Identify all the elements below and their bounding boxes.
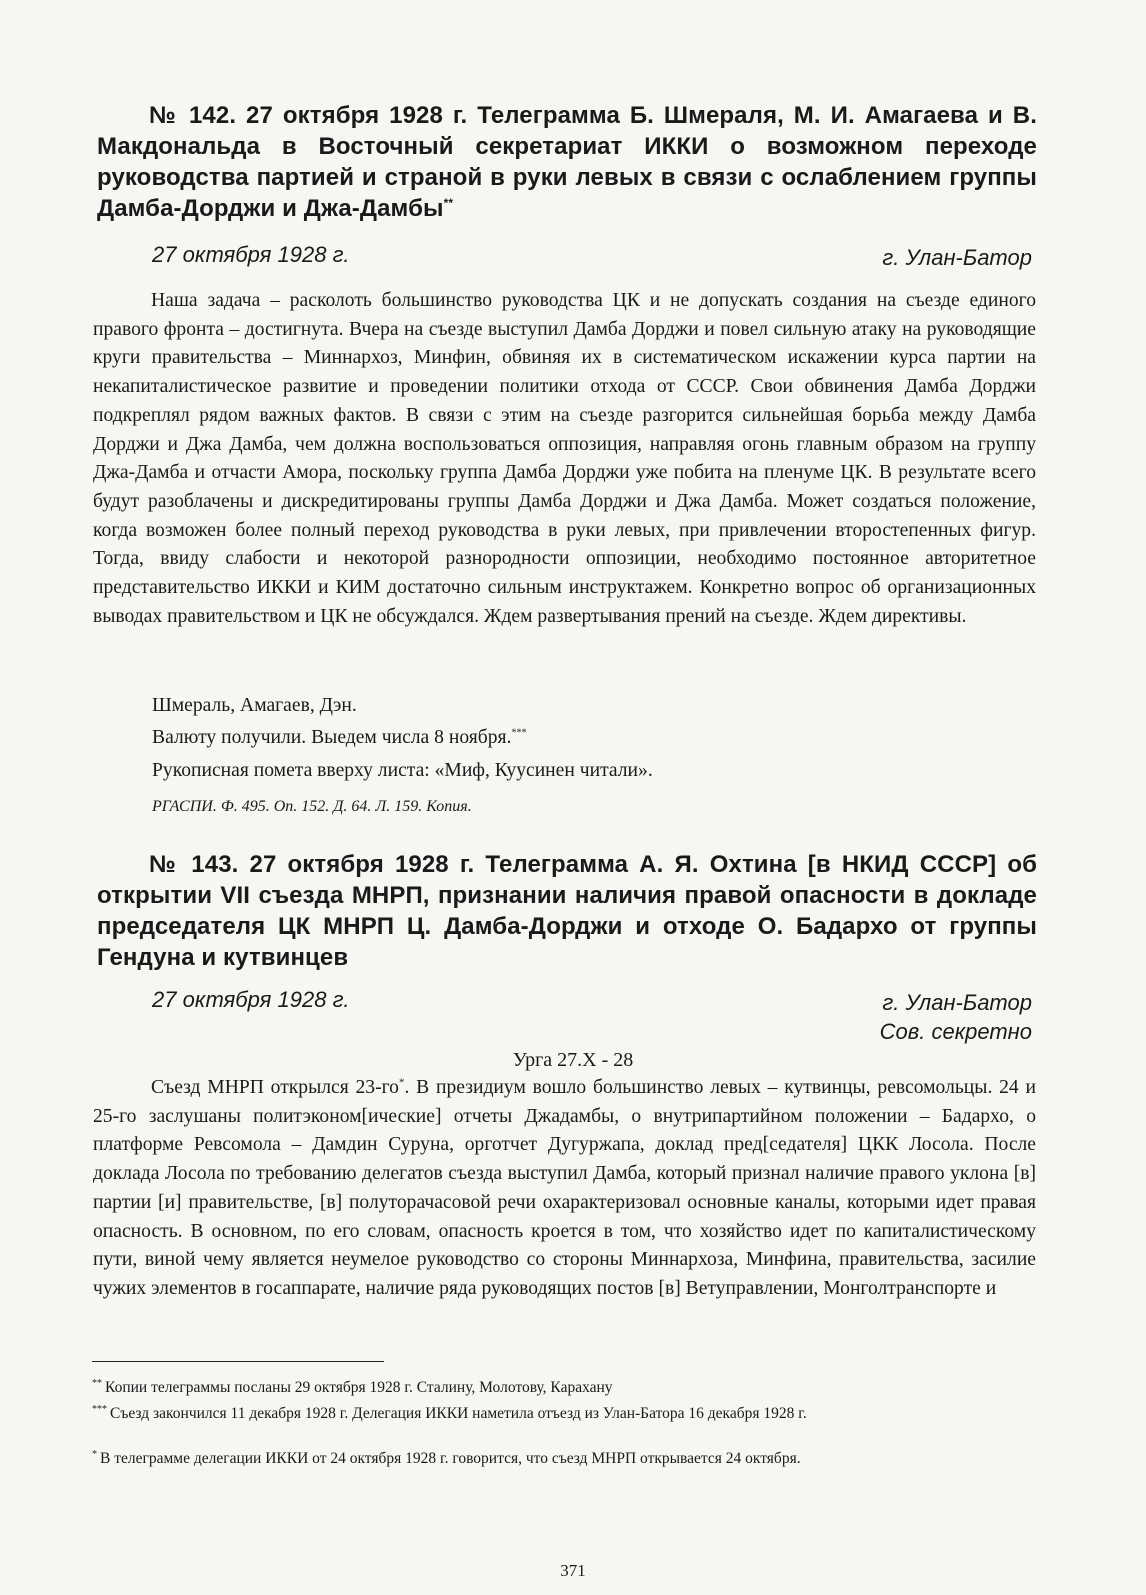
doc143-body — [93, 1074, 1036, 1304]
footnote-divider — [92, 1361, 384, 1362]
doc143-dateline: Урга 27.X - 28 — [512, 1049, 634, 1071]
doc142-archive-ref: РГАСПИ. Ф. 495. Оп. 152. Д. 64. Л. 159. Копия. — [152, 798, 472, 815]
doc143-place: г. Улан-Батор — [882, 990, 1032, 1015]
doc142-signature: Шмераль, Амагаев, Дэн. — [152, 695, 357, 716]
doc143-classification: Сов. секретно — [879, 1019, 1032, 1044]
doc142-place: г. Улан-Батор — [882, 245, 1032, 270]
doc143-title: № 143. 27 октября 1928 г. Телеграмма А. Я. Охтина [в НКИД СССР] об открытии VII съезда МНРП, признании наличия правой опасности в докладе председателя ЦК МНРП Ц. Дамба-Дорджи и отходе О. Бадархо от группы Гендуна и кутвинцев — [97, 851, 1037, 971]
doc142-body-paragraph: Наша задача – расколоть большинство руководства ЦК и не допускать создания на съезде единого правого фронта – достигнута. Вчера на съезде выступил Дамба Дорджи и повел сильную атаку на руководящие круги правительства – Миннархоз, Минфин, обвиняя их в систематическом искажении курса партии на некапиталистическое развитие и проведении политики отхода от СССР. Свои обвинения Дамба Дорджи подкреплял рядом важных фактов. В связи с этим на съезде разгорится сильнейшая борьба между Дамба Дорджи и Джа Дамба, чем должна воспользоваться оппозиция, направляя огонь главным образом на группу Джа-Дамба и отчасти Амора, поскольку группа Дамба Дорджи уже побита на пленуме ЦК. В результате всего будут разоблачены и дискредитированы группы Дамба Дорджи и Джа Дамба. Может создаться положение, когда возможен более полный переход руководства в руки левых, при привлечении второстепенных фигур. Тогда, ввиду слабости и некоторой разнородности оппозиции, необходимо постоянное авторитетное представительство ИККИ и КИМ достаточно сильным инструктажем. Конкретно вопрос об организационных выводах правительством и ЦК не обсуждался. Ждем развертывания прений на съезде. Ждем директивы. — [93, 290, 1036, 627]
doc142-handwritten-note: Рукописная помета вверху листа: «Миф, Куусинен читали». — [152, 760, 653, 781]
footnote: ** Копии телеграммы посланы 29 октября 1928 г. Сталину, Молотову, Карахану — [92, 1377, 613, 1396]
footnote: * В телеграмме делегации ИККИ от 24 октября 1928 г. говорится, что съезд МНРП открывается 24 октября. — [92, 1448, 801, 1467]
doc142-body — [93, 287, 1036, 631]
doc143-date: 27 октября 1928 г. — [152, 987, 350, 1012]
footnote-mark: * — [398, 1076, 405, 1089]
doc142-date: 27 октября 1928 г. — [152, 242, 350, 267]
doc142-postscript: Валюту получили. Выедем числа 8 ноября.*** — [152, 727, 527, 748]
doc143-body-paragraph: Съезд МНРП открылся 23-го*. В президиум вошло большинство левых – кутвинцы, ревсомольцы. 24 и 25-го заслушаны политэконом[ические] отчеты Джадамбы, о внутрипартийном положении – Бадархо, о платформе Ревсомола – Дамдин Суруна, орготчет Дугуржапа, доклад пред[седателя] ЦКК Лосола. После доклада Лосола по требованию делегатов съезда выступил Дамба, который признал наличие правого уклона [в] партии [и] правительстве, [в] полуторачасовой речи охарактеризовал основные каналы, которыми идет правая опасность. В основном, по его словам, опасность кроется в том, что хозяйство идет по капиталистическому пути, виной чему является неумелое руководство со стороны Миннархоза, Минфина, правительства, засилие чужих элементов в госаппарате, наличие ряда руководящих постов [в] Ветуправлении, Монголтранспорте и — [93, 1076, 1036, 1299]
footnote-mark: ** — [443, 196, 454, 210]
footnote: *** Съезд закончился 11 декабря 1928 г. Делегация ИККИ наметила отъезд из Улан-Батора 16 декабря 1928 г. — [92, 1403, 807, 1422]
page-number: 371 — [560, 1561, 586, 1580]
doc142-title: № 142. 27 октября 1928 г. Телеграмма Б. Шмераля, М. И. Амагаева и В. Макдональда в Восточный секретариат ИККИ о возможном переходе руководства партией и страной в руки левых в связи с ослаблением группы Дамба-Дорджи и Джа-Дамбы** — [97, 102, 1037, 222]
footnote-mark: *** — [511, 727, 527, 739]
